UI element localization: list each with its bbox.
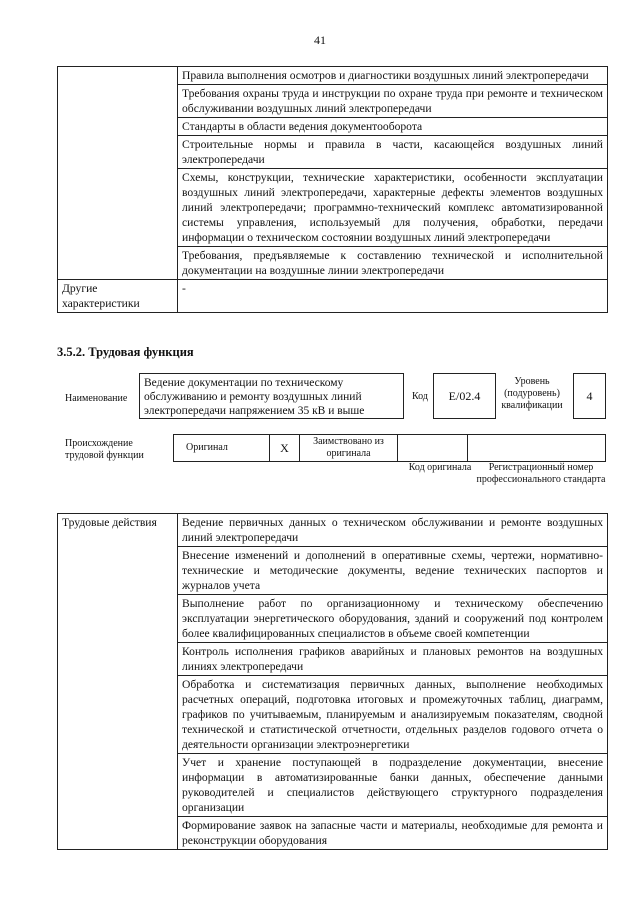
code-original-label: Код оригинала	[408, 462, 472, 473]
knowledge-item: Требования охраны труда и инструкции по охране труда при ремонте и техническом обслуживании воздушных линий электропередачи	[178, 85, 608, 118]
level-value: 4	[573, 373, 606, 419]
knowledge-item: Правила выполнения осмотров и диагностики воздушных линий электропередачи	[178, 67, 608, 85]
action-item: Выполнение работ по организационному и техническому обеспечению эксплуатации энергетического оборудования, зданий и сооружений под контролем более квалифицированных специалистов в объеме своей компетенции	[178, 595, 608, 643]
borrowed-label: Заимствовано из оригинала	[300, 435, 398, 461]
origin-label: Происхождение трудовой функции	[65, 438, 144, 461]
code-label: Код	[412, 391, 428, 402]
level-label: Уровень (подуровень) квалификации	[501, 376, 563, 411]
code-original-cell	[398, 435, 468, 461]
action-item: Контроль исполнения графиков аварийных и плановых ремонтов на воздушных линиях электропередачи	[178, 643, 608, 676]
action-item: Учет и хранение поступающей в подразделение документации, внесение информации в автоматизированные банки данных, обеспечение данными руководителей и специалистов действующего структурного подразделения организации	[178, 754, 608, 817]
function-name: Ведение документации по техническому обслуживанию и ремонту воздушных линий электропередачи напряжением 35 кВ и выше	[139, 373, 404, 419]
action-item: Внесение изменений и дополнений в оперативные схемы, чертежи, нормативно-технические и методические документы, ведение технических паспортов и журналов учета	[178, 547, 608, 595]
knowledge-label-cell	[58, 67, 178, 280]
name-label: Наименование	[65, 393, 128, 404]
knowledge-item: Стандарты в области ведения документооборота	[178, 118, 608, 136]
action-item: Обработка и систематизация первичных данных, выполнение необходимых расчетных операций, подготовка итоговых и промежуточных таблиц, диаграмм, графиков по учитываемым, планируемым и анализируемым показателям, сводной технической и статистической отчетности, отдельных разделов годового отчета о деятельности организации электроэнергетики	[178, 676, 608, 754]
action-item: Формирование заявок на запасные части и материалы, необходимые для ремонта и реконструкции оборудования	[178, 817, 608, 850]
reg-number-label: Регистрационный номер профессионального стандарта	[476, 462, 606, 485]
action-item: Ведение первичных данных о техническом обслуживании и ремонте воздушных линий электропередачи	[178, 514, 608, 547]
original-mark: X	[270, 435, 300, 461]
knowledge-item: Требования, предъявляемые к составлению технической и исполнительной документации на воздушные линии электропередачи	[178, 247, 608, 280]
function-code: E/02.4	[433, 373, 496, 419]
actions-table	[57, 513, 608, 850]
reg-number-cell	[468, 435, 607, 461]
actions-label: Трудовые действия	[58, 514, 178, 850]
other-characteristics-label: Другие характеристики	[58, 280, 178, 313]
other-characteristics-value: -	[178, 280, 608, 313]
origin-row	[173, 434, 606, 462]
original-label: Оригинал	[174, 435, 270, 461]
knowledge-table	[57, 66, 608, 313]
page-number: 41	[314, 33, 326, 47]
knowledge-item: Строительные нормы и правила в части, касающейся воздушных линий электропередачи	[178, 136, 608, 169]
section-heading: 3.5.2. Трудовая функция	[57, 345, 194, 359]
knowledge-item: Схемы, конструкции, технические характеристики, особенности эксплуатации воздушных линий электропередачи, характерные дефекты элементов воздушных линий электропередачи; программно-технический комплекс автоматизированной системы управления, используемый для получения, обработки, передачи информации о техническом состоянии воздушных линий электропередачи	[178, 169, 608, 247]
